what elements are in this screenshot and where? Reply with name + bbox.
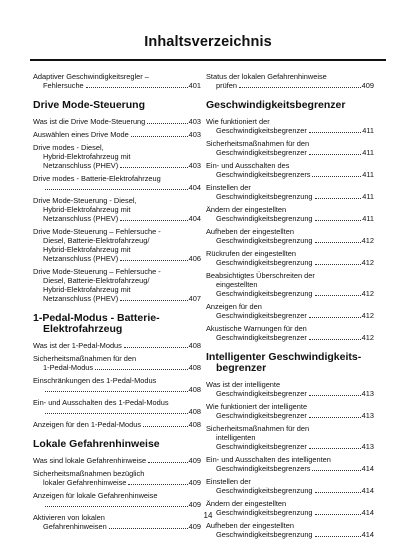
toc-entry[interactable]: [206, 205, 374, 223]
toc-entry-page: 403: [188, 161, 201, 170]
toc-entry-line: [33, 196, 201, 205]
toc-entry-text: Geschwindigkeitsbegrenzers: [216, 170, 311, 179]
toc-entry-text: Ändern der eingestellten: [206, 205, 287, 214]
toc-entry-line: [206, 236, 374, 245]
toc-entry-page: 414: [361, 530, 374, 539]
toc-entry-line: [33, 205, 201, 214]
toc-entry-text: Was sind lokale Gefahrenhinweise: [33, 456, 147, 465]
toc-entry[interactable]: [33, 130, 201, 139]
toc-entry-text: eingestellten: [216, 280, 258, 289]
toc-entry-text: lokaler Gefahrenhinweise: [43, 478, 127, 487]
toc-entry[interactable]: [206, 324, 374, 342]
toc-entry-text: Geschwindigkeitsbegrenzer: [216, 333, 307, 342]
toc-entry-line: [33, 294, 201, 303]
dot-leader: [309, 417, 361, 418]
section-heading-line: Geschwindigkeitsbegrenzer: [206, 99, 346, 111]
toc-entry-text: 1-Pedal-Modus: [43, 363, 94, 372]
toc-entry-line: [206, 249, 374, 258]
toc-entry-page: 404: [188, 183, 201, 192]
dot-leader: [315, 295, 361, 296]
toc-entry-line: [206, 380, 374, 389]
toc-entry-text: Einstellen der: [206, 477, 251, 486]
toc-entry-line: [33, 174, 201, 183]
toc-entry-text: Drive Mode-Steuerung – Fehlersuche -: [33, 227, 161, 236]
dot-leader: [315, 492, 361, 493]
dot-leader: [312, 470, 360, 471]
toc-entry[interactable]: [33, 72, 201, 90]
toc-entry-text: Was ist der 1-Pedal-Modus: [33, 341, 122, 350]
toc-entry[interactable]: [33, 267, 201, 303]
toc-entry-line: [33, 363, 201, 372]
toc-entry-text: Geschwindigkeitsbegrenzer: [216, 126, 307, 135]
toc-entry-line: [33, 72, 201, 81]
toc-entry-line: [206, 333, 374, 342]
toc-entry-line: [206, 389, 374, 398]
toc-entry-text: Hybrid-Elektrofahrzeug mit: [43, 285, 131, 294]
toc-entry-line: [206, 258, 374, 267]
toc-entry-line: [206, 81, 374, 90]
toc-entry[interactable]: [206, 521, 374, 539]
toc-entry-line: [206, 192, 374, 201]
toc-entry-line: [33, 214, 201, 223]
toc-entry-page: 401: [188, 81, 201, 90]
toc-entry-line: [33, 183, 201, 192]
dot-leader: [45, 189, 188, 190]
section-heading-line: Intelligenter Geschwindigkeits-: [206, 351, 362, 363]
toc-entry-line: [33, 354, 201, 363]
toc-entry-page: 414: [361, 486, 374, 495]
toc-entry-line: [206, 424, 374, 433]
toc-entry-text: intelligenten: [216, 433, 256, 442]
toc-entry-line: [206, 205, 374, 214]
toc-entry-text: Geschwindigkeitsbegrenzung: [216, 289, 313, 298]
toc-entry-text: Aufheben der eingestellten: [206, 521, 294, 530]
toc-entry-line: [33, 245, 201, 254]
toc-entry-page: 408: [188, 407, 201, 416]
toc-entry-line: [206, 126, 374, 135]
toc-entry-line: [33, 130, 201, 139]
toc-entry-line: [206, 477, 374, 486]
section-heading-line: Drive Mode-Steuerung: [33, 99, 146, 111]
toc-entry-text: Einschränkungen des 1-Pedal-Modus: [33, 376, 157, 385]
toc-entry-text: Netzanschluss (PHEV): [43, 161, 119, 170]
toc-entry[interactable]: [206, 455, 374, 473]
toc-entry-text: Diesel, Batterie-Elektrofahrzeug/: [43, 236, 150, 245]
toc-entry-text: Sicherheitsmaßnahmen für den: [33, 354, 137, 363]
toc-entry-page: 412: [361, 289, 374, 298]
toc-entry-page: 409: [188, 500, 201, 509]
toc-entry[interactable]: [206, 424, 374, 451]
toc-entry-line: [206, 464, 374, 473]
page-title: Inhaltsverzeichnis: [144, 34, 272, 50]
toc-entry-page: 414: [361, 508, 374, 517]
toc-entry-page: 411: [362, 126, 374, 135]
dot-leader: [95, 369, 188, 370]
toc-entry[interactable]: [33, 117, 201, 126]
dot-leader: [315, 264, 361, 265]
toc-entry-line: [33, 420, 201, 429]
toc-entry-page: 412: [361, 311, 374, 320]
toc-entry-line: [33, 500, 201, 509]
dot-leader: [120, 167, 187, 168]
toc-entry[interactable]: [33, 174, 201, 192]
toc-entry-text: Geschwindigkeitsbegrenzung: [216, 236, 313, 245]
toc-entry-page: 411: [362, 170, 374, 179]
toc-entry-text: Fehlersuche: [43, 81, 84, 90]
dot-leader: [131, 136, 188, 137]
toc-entry-line: [206, 402, 374, 411]
toc-entry-page: 412: [361, 236, 374, 245]
toc-entry-text: Sicherheitsmaßnahmen für den: [206, 424, 310, 433]
dot-leader: [239, 87, 361, 88]
toc-entry-line: [33, 456, 201, 465]
toc-entry-page: 408: [188, 420, 201, 429]
toc-entry-page: 413: [361, 442, 374, 451]
toc-entry[interactable]: [206, 402, 374, 420]
toc-entry-line: [33, 398, 201, 407]
toc-entry[interactable]: [33, 469, 201, 487]
toc-entry-line: [33, 143, 201, 152]
toc-entry-line: [206, 148, 374, 157]
toc-entry[interactable]: [33, 227, 201, 263]
toc-entry[interactable]: [206, 183, 374, 201]
toc-entry-line: [206, 486, 374, 495]
toc-entry-text: Drive modes - Diesel,: [33, 143, 104, 152]
section-heading: [33, 439, 201, 450]
toc-entry[interactable]: [206, 302, 374, 320]
toc-entry[interactable]: [206, 161, 374, 179]
toc-entry-line: [33, 161, 201, 170]
toc-entry-text: Anzeigen für lokale Gefahrenhinweise: [33, 491, 158, 500]
toc-entry-line: [33, 469, 201, 478]
toc-entry[interactable]: [206, 227, 374, 245]
toc-entry-line: [33, 522, 201, 531]
dot-leader: [109, 528, 188, 529]
toc-entry-page: 409: [361, 81, 374, 90]
toc-entry[interactable]: [33, 354, 201, 372]
toc-entry-line: [33, 227, 201, 236]
toc-entry-line: [33, 407, 201, 416]
dot-leader: [120, 260, 187, 261]
dot-leader: [315, 536, 361, 537]
toc-entry[interactable]: [206, 72, 374, 90]
toc-entry-line: [206, 302, 374, 311]
toc-entry-text: Hybrid-Elektrofahrzeug mit: [43, 205, 131, 214]
toc-entry-text: prüfen: [216, 81, 237, 90]
toc-entry-text: Status der lokalen Gefahrenhinweise: [206, 72, 327, 81]
toc-entry-line: [206, 455, 374, 464]
toc-entry-text: Was ist der intelligente: [206, 380, 281, 389]
toc-entry-line: [33, 81, 201, 90]
toc-entry-line: [206, 117, 374, 126]
toc-entry[interactable]: [33, 420, 201, 429]
toc-entry-line: [206, 499, 374, 508]
toc-entry-text: Netzanschluss (PHEV): [43, 294, 119, 303]
toc-entry-text: Hybrid-Elektrofahrzeug mit: [43, 152, 131, 161]
dot-leader: [143, 426, 188, 427]
toc-entry-page: 409: [188, 456, 201, 465]
toc-column-right: [206, 72, 374, 543]
toc-entry[interactable]: [33, 456, 201, 465]
toc-entry-text: Was ist die Drive Mode-Steuerung: [33, 117, 146, 126]
page-number: 14: [203, 511, 213, 520]
toc-entry-text: Ändern der eingestellten: [206, 499, 287, 508]
dot-leader: [45, 413, 188, 414]
toc-entry[interactable]: [33, 376, 201, 394]
toc-entry-page: 412: [361, 333, 374, 342]
toc-entry-text: Ein- und Ausschalten des: [206, 161, 290, 170]
toc-entry-line: [206, 530, 374, 539]
toc-entry-line: [206, 227, 374, 236]
toc-entry[interactable]: [206, 249, 374, 267]
toc-entry[interactable]: [206, 380, 374, 398]
toc-entry-line: [33, 236, 201, 245]
toc-entry-text: Netzanschluss (PHEV): [43, 254, 119, 263]
toc-entry-line: [206, 161, 374, 170]
toc-entry-page: 406: [188, 254, 201, 263]
dot-leader: [45, 506, 188, 507]
toc-entry-text: Ein- und Ausschalten des intelligenten: [206, 455, 331, 464]
toc-entry-text: Geschwindigkeitsbegrenzung: [216, 214, 313, 223]
section-heading: [206, 100, 374, 111]
toc-entry-text: Sicherheitsmaßnahmen für den: [206, 139, 310, 148]
toc-entry-line: [206, 311, 374, 320]
toc-entry-text: Geschwindigkeitsbegrenzer: [216, 411, 307, 420]
toc-entry[interactable]: [206, 271, 374, 298]
toc-entry-line: [33, 152, 201, 161]
toc-entry-line: [206, 289, 374, 298]
toc-entry-line: [206, 139, 374, 148]
toc-entry-line: [206, 214, 374, 223]
dot-leader: [312, 176, 361, 177]
toc-entry[interactable]: [33, 341, 201, 350]
toc-entry-text: Drive Mode-Steuerung – Fehlersuche -: [33, 267, 161, 276]
toc-entry-text: Einstellen der: [206, 183, 251, 192]
toc-entry-text: Akustische Warnungen für den: [206, 324, 307, 333]
dot-leader: [309, 132, 361, 133]
toc-entry-page: 403: [188, 130, 201, 139]
dot-leader: [128, 484, 187, 485]
dot-leader: [147, 123, 187, 124]
toc-entry-text: Anzeigen für den: [206, 302, 262, 311]
section-heading: [33, 313, 201, 335]
toc-entry-text: Adaptiver Geschwindigkeitsregler –: [33, 72, 149, 81]
toc-entry-text: Netzanschluss (PHEV): [43, 214, 119, 223]
section-heading-line: begrenzer: [216, 362, 267, 374]
toc-entry-text: Geschwindigkeitsbegrenzung: [216, 486, 313, 495]
toc-column-left: [33, 72, 201, 535]
toc-entry-line: [206, 280, 374, 289]
dot-leader: [309, 448, 361, 449]
section-heading-line: Lokale Gefahrenhinweise: [33, 438, 160, 450]
dot-leader: [120, 300, 187, 301]
toc-entry-text: Geschwindigkeitsbegrenzer: [216, 311, 307, 320]
dot-leader: [309, 317, 361, 318]
dot-leader: [315, 198, 362, 199]
toc-entry-text: Geschwindigkeitsbegrenzung: [216, 258, 313, 267]
toc-entry-line: [33, 276, 201, 285]
toc-entry-page: 408: [188, 363, 201, 372]
toc-entry-text: Geschwindigkeitsbegrenzung: [216, 192, 313, 201]
toc-entry-line: [206, 411, 374, 420]
toc-entry[interactable]: [33, 196, 201, 223]
toc-entry-text: Geschwindigkeitsbegrenzung: [216, 508, 313, 517]
dot-leader: [120, 220, 187, 221]
toc-entry-text: Geschwindigkeitsbegrenzer: [216, 442, 307, 451]
toc-entry-text: Sicherheitsmaßnahmen bezüglich: [33, 469, 145, 478]
toc-entry-line: [33, 385, 201, 394]
toc-entry-text: Drive Mode-Steuerung - Diesel,: [33, 196, 137, 205]
toc-entry-page: 409: [188, 522, 201, 531]
toc-entry-line: [206, 271, 374, 280]
toc-entry-line: [33, 254, 201, 263]
toc-entry-line: [206, 170, 374, 179]
toc-entry-text: Wie funktioniert der intelligente: [206, 402, 308, 411]
toc-entry[interactable]: [33, 491, 201, 509]
toc-entry-text: Geschwindigkeitsbegrenzung: [216, 530, 313, 539]
dot-leader: [309, 339, 361, 340]
toc-entry-text: Drive modes - Batterie-Elektrofahrzeug: [33, 174, 161, 183]
toc-entry-text: Diesel, Batterie-Elektrofahrzeug/: [43, 276, 150, 285]
dot-leader: [148, 462, 188, 463]
toc-entry-line: [33, 478, 201, 487]
section-heading-line: Elektrofahrzeug: [43, 323, 123, 335]
dot-leader: [45, 391, 188, 392]
toc-entry-text: Beabsichtigtes Überschreiten der: [206, 271, 315, 280]
toc-entry-text: Hybrid-Elektrofahrzeug mit: [43, 245, 131, 254]
toc-entry-line: [206, 442, 374, 451]
toc-entry-page: 409: [188, 478, 201, 487]
toc-entry-page: 411: [362, 214, 374, 223]
dot-leader: [309, 154, 361, 155]
dot-leader: [86, 87, 188, 88]
toc-entry[interactable]: [33, 143, 201, 170]
toc-entry-page: 411: [362, 148, 374, 157]
toc-entry-text: Aufheben der eingestellten: [206, 227, 294, 236]
toc-entry-line: [33, 285, 201, 294]
section-heading: [206, 352, 374, 374]
dot-leader: [124, 347, 188, 348]
toc-entry-text: Gefahrenhinweisen: [43, 522, 107, 531]
toc-entry-page: 403: [188, 117, 201, 126]
toc-entry-page: 413: [361, 389, 374, 398]
toc-entry[interactable]: [33, 398, 201, 416]
toc-entry-line: [33, 491, 201, 500]
toc-entry-page: 408: [188, 341, 201, 350]
toc-entry[interactable]: [206, 477, 374, 495]
toc-entry-line: [206, 521, 374, 530]
toc-entry-text: Geschwindigkeitsbegrenzer: [216, 148, 307, 157]
dot-leader: [315, 220, 362, 221]
toc-entry-text: Anzeigen für den 1-Pedal-Modus: [33, 420, 142, 429]
toc-entry[interactable]: [206, 139, 374, 157]
toc-entry-text: Geschwindigkeitsbegrenzer: [216, 389, 307, 398]
toc-entry-text: Geschwindigkeitsbegrenzers: [216, 464, 311, 473]
toc-entry-line: [33, 341, 201, 350]
toc-entry-line: [206, 433, 374, 442]
toc-entry-text: Aktivieren von lokalen: [33, 513, 105, 522]
toc-entry-text: Wie funktioniert der: [206, 117, 270, 126]
toc-entry-page: 413: [361, 411, 374, 420]
toc-entry-line: [206, 72, 374, 81]
toc-entry-page: 408: [188, 385, 201, 394]
toc-entry-line: [206, 183, 374, 192]
toc-entry-page: 412: [361, 258, 374, 267]
section-heading: [33, 100, 201, 111]
toc-entry-page: 411: [362, 192, 374, 201]
toc-entry[interactable]: [206, 117, 374, 135]
toc-entry-text: Ein- und Ausschalten des 1-Pedal-Modus: [33, 398, 169, 407]
dot-leader: [315, 242, 361, 243]
title-rule: [30, 59, 386, 61]
toc-entry-page: 404: [188, 214, 201, 223]
toc-entry-line: [33, 376, 201, 385]
toc-entry-text: Rückrufen der eingestellten: [206, 249, 296, 258]
toc-entry-page: 407: [188, 294, 201, 303]
toc-entry-line: [33, 267, 201, 276]
toc-entry-line: [206, 324, 374, 333]
toc-entry-line: [33, 117, 201, 126]
toc-entry-text: Auswählen eines Drive Mode: [33, 130, 129, 139]
dot-leader: [309, 395, 361, 396]
section-heading-line: 1-Pedal-Modus - Batterie-: [33, 312, 160, 324]
toc-entry-page: 414: [361, 464, 374, 473]
